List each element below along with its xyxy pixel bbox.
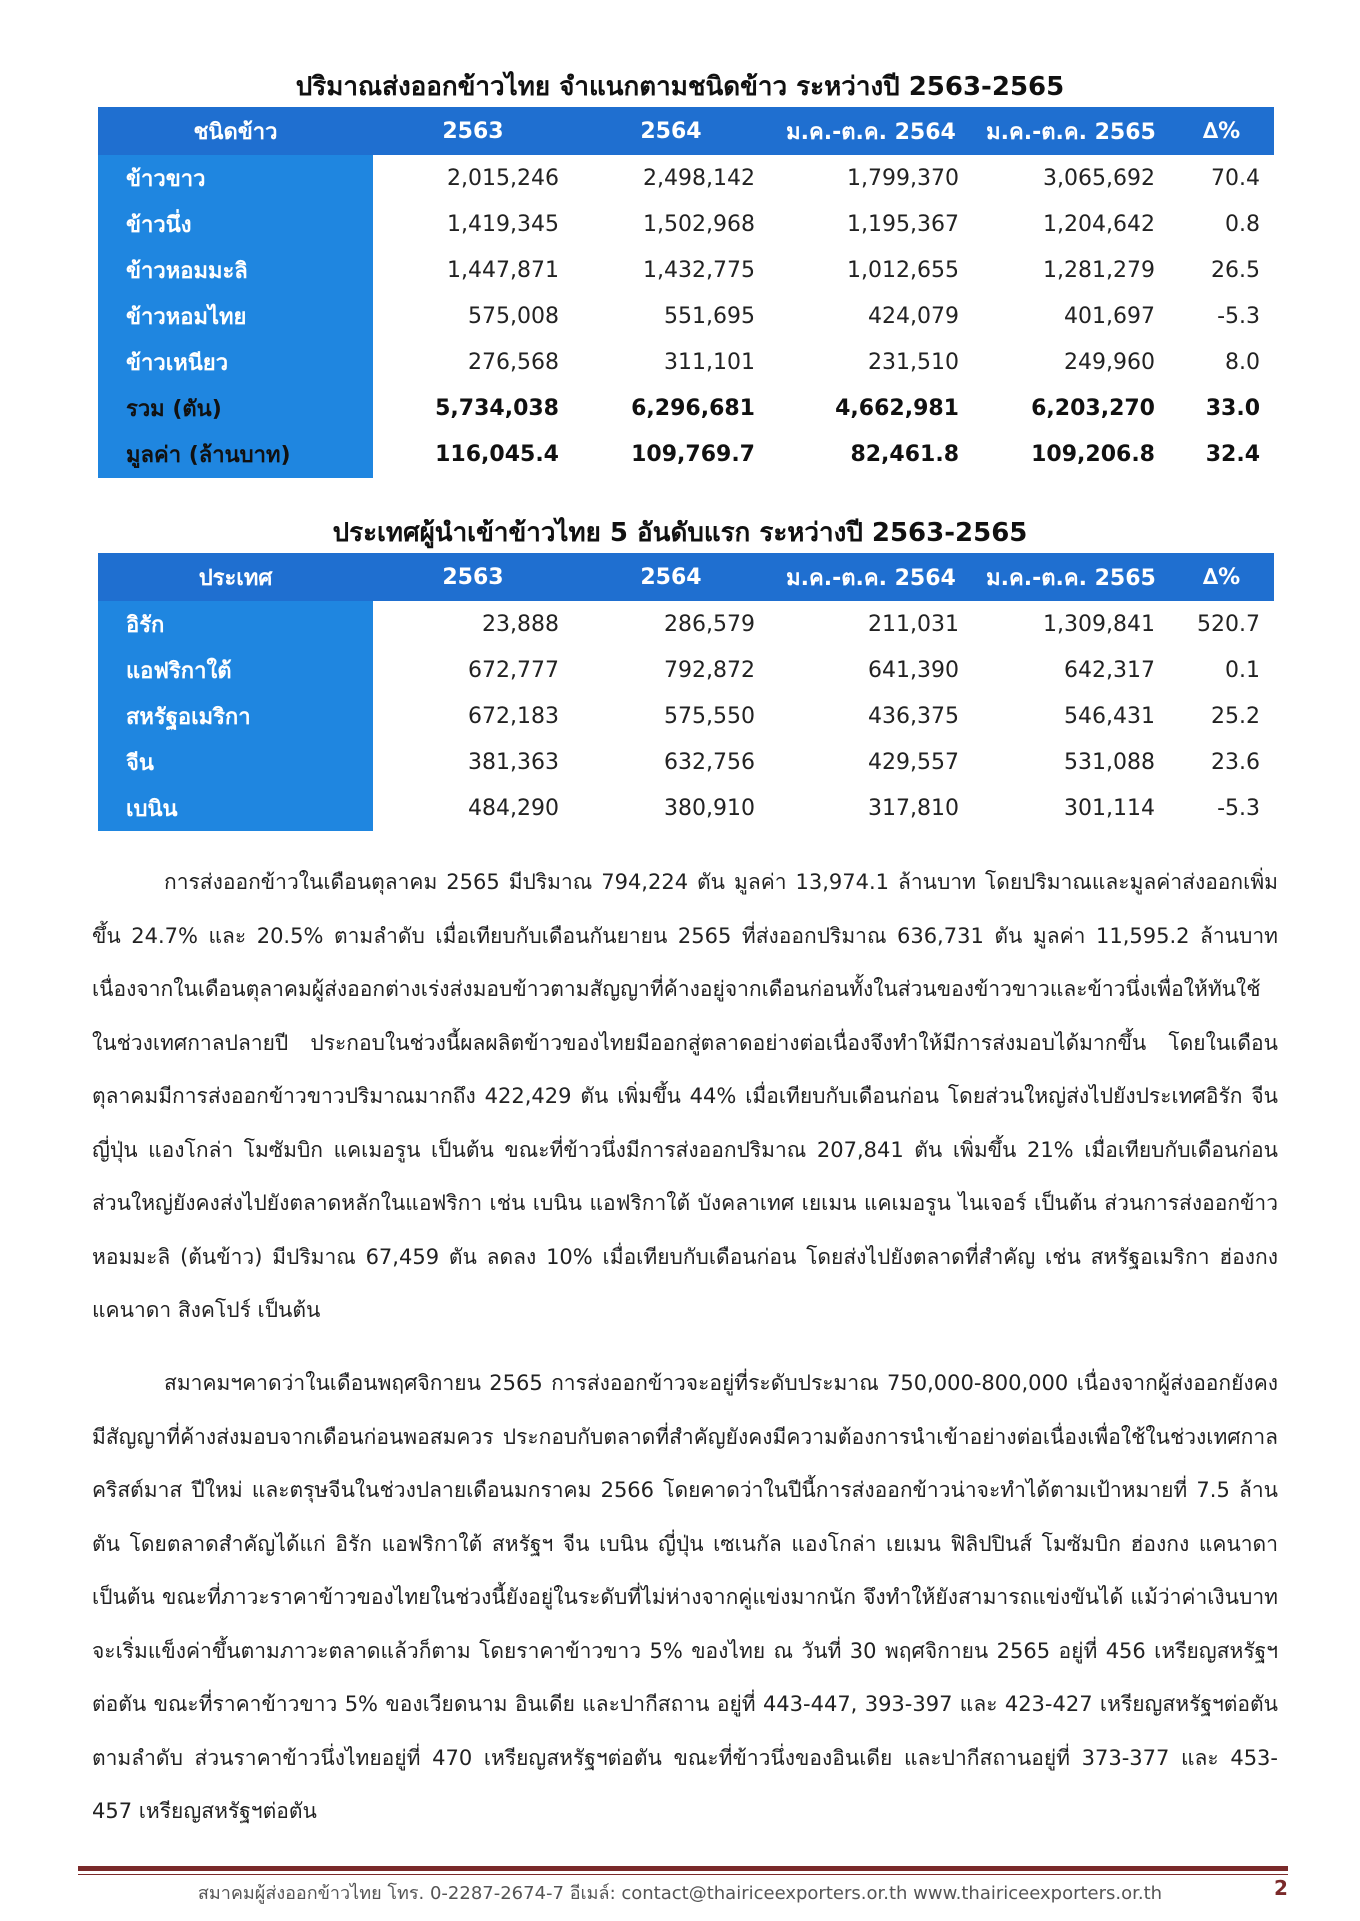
body-paragraph-october-exports: การส่งออกข้าวในเดือนตุลาคม 2565 มีปริมาณ 794,224 ตัน มูลค่า 13,974.1 ล้านบาท โดยปริมาณและมูลค่าส่งออกเพิ่มขึ้น 24.7% และ 20.5% ตามลำดับ เมื่อเทียบกับเดือนกันยายน 2565 ที่ส่งออกปริมาณ 636,731 ตัน มูลค่า 11,595.2 ล้านบาท เนื่องจากในเดือนตุลาคมผู้ส่งออกต่างเร่งส่งมอบข้าวตามสัญญาที่ค้างอยู่จากเดือนก่อนทั้งในส่วนของข้าวขาวและข้าวนึ่งเพื่อให้ทันใช้ในช่วงเทศกาลปลายปี ประกอบในช่วงนี้ผลผลิตข้าวของไทยมีออกสู่ตลาดอย่างต่อเนื่องจึงทำให้มีการส่งมอบได้มากขึ้น โดยในเดือนตุลาคมมีการส่งออกข้าวขาวปริมาณมากถึง 422,429 ตัน เพิ่มขึ้น 44% เมื่อเทียบกับเดือนก่อน โดยส่วนใหญ่ส่งไปยังประเทศอิรัก จีน ญี่ปุ่น แองโกล่า โมซัมบิก แคเมอรูน เป็นต้น ขณะที่ข้าวนึ่งมีการส่งออกปริมาณ 207,841 ตัน เพิ่มขึ้น 21% เมื่อเทียบกับเดือนก่อน ส่วนใหญ่ยังคงส่งไปยังตลาดหลักในแอฟริกา เช่น เบนิน แอฟริกาใต้ บังคลาเทศ เยเมน แคเมอรูน ไนเจอร์ เป็นต้น ส่วนการส่งออกข้าวหอมมะลิ (ต้นข้าว) มีปริมาณ 67,459 ตัน ลดลง 10% เมื่อเทียบกับเดือนก่อน โดยส่งไปยังตลาดที่สำคัญ เช่น สหรัฐอเมริกา ฮ่องกง แคนาดา สิงคโปร์ เป็นต้น bbox=[92, 870, 1278, 1322]
rice-type-export-table bbox=[98, 107, 1274, 478]
table1-title: ปริมาณส่งออกข้าวไทย จำแนกตามชนิดข้าว ระหว่างปี 2563-2565 bbox=[295, 72, 1065, 102]
table-cell: 424,079 bbox=[868, 303, 959, 329]
table-cell: 1,799,370 bbox=[847, 165, 959, 191]
table-cell: 33.0 bbox=[1205, 395, 1260, 421]
table-cell: 642,317 bbox=[1064, 657, 1155, 683]
table-row bbox=[98, 155, 1274, 201]
table-cell: 792,872 bbox=[664, 657, 755, 683]
row-label: มูลค่า (ล้านบาท) bbox=[98, 431, 373, 478]
body-paragraph-november-outlook: สมาคมฯคาดว่าในเดือนพฤศจิกายน 2565 การส่งออกข้าวจะอยู่ที่ระดับประมาณ 750,000-800,000 เนื่องจากผู้ส่งออกยังคงมีสัญญาที่ค้างส่งมอบจากเดือนก่อนพอสมควร ประกอบกับตลาดที่สำคัญยังคงมีความต้องการนำเข้าอย่างต่อเนื่องเพื่อใช้ในช่วงเทศกาลคริสต์มาส ปีใหม่ และตรุษจีนในช่วงปลายเดือนมกราคม 2566 โดยคาดว่าในปีนี้การส่งออกข้าวน่าจะทำได้ตามเป้าหมายที่ 7.5 ล้านตัน โดยตลาดสำคัญได้แก่ อิรัก แอฟริกาใต้ สหรัฐฯ จีน เบนิน ญี่ปุ่น เซเนกัล แองโกล่า เยเมน ฟิลิปปินส์ โมซัมบิก ฮ่องกง แคนาดา เป็นต้น ขณะที่ภาวะราคาข้าวของไทยในช่วงนี้ยังอยู่ในระดับที่ไม่ห่างจากคู่แข่งมากนัก จึงทำให้ยังสามารถแข่งขันได้ แม้ว่าค่าเงินบาทจะเริ่มแข็งค่าขึ้นตามภาวะตลาดแล้วก็ตาม โดยราคาข้าวขาว 5% ของไทย ณ วันที่ 30 พฤศจิกายน 2565 อยู่ที่ 456 เหรียญสหรัฐฯต่อตัน ขณะที่ราคาข้าวขาว 5% ของเวียดนาม อินเดีย และปากีสถาน อยู่ที่ 443-447, 393-397 และ 423-427 เหรียญสหรัฐฯต่อตัน ตามลำดับ ส่วนราคาข้าวนึ่งไทยอยู่ที่ 470 เหรียญสหรัฐฯต่อตัน ขณะที่ข้าวนึ่งของอินเดีย และปากีสถานอยู่ที่ 373-377 และ 453-457 เหรียญสหรัฐฯต่อตัน bbox=[92, 1371, 1278, 1823]
table-cell: 1,432,775 bbox=[643, 257, 755, 283]
table-header-row bbox=[98, 553, 1274, 601]
header-cell-country: ประเทศ bbox=[98, 553, 373, 601]
table-cell: 1,309,841 bbox=[1043, 611, 1155, 637]
table2-title: ประเทศผู้นำเข้าข้าวไทย 5 อันดับแรก ระหว่างปี 2563-2565 bbox=[332, 518, 1028, 548]
footer-divider bbox=[78, 1866, 1288, 1871]
table-cell: 116,045.4 bbox=[435, 442, 559, 467]
table-row bbox=[98, 201, 1274, 247]
header-cell-jan-oct-2564: ม.ค.-ต.ค. 2564 bbox=[769, 553, 973, 601]
table-cell: 25.2 bbox=[1211, 703, 1260, 729]
table-cell: 380,910 bbox=[664, 795, 755, 821]
table-cell: 26.5 bbox=[1211, 257, 1260, 283]
table-cell: 32.4 bbox=[1205, 442, 1260, 467]
value-row bbox=[98, 431, 1274, 478]
header-cell-delta: ∆% bbox=[1169, 107, 1274, 155]
table-cell: 1,502,968 bbox=[643, 211, 755, 237]
table-cell: 484,290 bbox=[468, 795, 559, 821]
table-row bbox=[98, 647, 1274, 693]
header-cell-type: ชนิดข้าว bbox=[98, 107, 373, 155]
table-cell: 1,012,655 bbox=[847, 257, 959, 283]
table-row bbox=[98, 601, 1274, 647]
row-label: เบนิน bbox=[98, 785, 373, 831]
table-cell: 249,960 bbox=[1064, 349, 1155, 375]
row-label: แอฟริกาใต้ bbox=[98, 647, 373, 693]
page-number: 2 bbox=[1274, 1876, 1288, 1900]
table-cell: 632,756 bbox=[664, 749, 755, 775]
table-cell: 70.4 bbox=[1211, 165, 1260, 191]
table-row bbox=[98, 339, 1274, 385]
table-cell: 531,088 bbox=[1064, 749, 1155, 775]
table-cell: 1,204,642 bbox=[1043, 211, 1155, 237]
table-cell: 1,419,345 bbox=[447, 211, 559, 237]
footer-divider-thin bbox=[78, 1874, 1288, 1875]
table-cell: 317,810 bbox=[868, 795, 959, 821]
table-row bbox=[98, 785, 1274, 831]
table-cell: 231,510 bbox=[868, 349, 959, 375]
row-label: ข้าวขาว bbox=[98, 155, 373, 201]
table-cell: 276,568 bbox=[468, 349, 559, 375]
table-cell: 301,114 bbox=[1064, 795, 1155, 821]
header-cell-2563: 2563 bbox=[373, 107, 573, 155]
table-cell: 575,550 bbox=[664, 703, 755, 729]
header-cell-delta: ∆% bbox=[1169, 553, 1274, 601]
header-cell-jan-oct-2564: ม.ค.-ต.ค. 2564 bbox=[769, 107, 973, 155]
row-label: จีน bbox=[98, 739, 373, 785]
table-cell: 109,206.8 bbox=[1031, 442, 1155, 467]
table-cell: 672,183 bbox=[468, 703, 559, 729]
row-label: ข้าวหอมไทย bbox=[98, 293, 373, 339]
total-row bbox=[98, 385, 1274, 431]
table-cell: 23.6 bbox=[1211, 749, 1260, 775]
table-row bbox=[98, 739, 1274, 785]
table-cell: 672,777 bbox=[468, 657, 559, 683]
table-cell: 575,008 bbox=[468, 303, 559, 329]
table-cell: 5,734,038 bbox=[435, 395, 559, 421]
table-row bbox=[98, 247, 1274, 293]
table-cell: 109,769.7 bbox=[631, 442, 755, 467]
table-cell: -5.3 bbox=[1217, 303, 1260, 329]
row-label: ข้าวหอมมะลิ bbox=[98, 247, 373, 293]
table-cell: 551,695 bbox=[664, 303, 755, 329]
header-cell-2563: 2563 bbox=[373, 553, 573, 601]
table-cell: 2,498,142 bbox=[643, 165, 755, 191]
top-importers-table bbox=[98, 553, 1274, 831]
table-cell: 1,447,871 bbox=[447, 257, 559, 283]
table-cell: 641,390 bbox=[868, 657, 959, 683]
table-cell: 286,579 bbox=[664, 611, 755, 637]
row-label: ข้าวนึ่ง bbox=[98, 201, 373, 247]
header-cell-jan-oct-2565: ม.ค.-ต.ค. 2565 bbox=[973, 553, 1169, 601]
table-cell: 0.8 bbox=[1225, 211, 1260, 237]
table-cell: 2,015,246 bbox=[447, 165, 559, 191]
table-cell: 520.7 bbox=[1197, 611, 1260, 637]
header-cell-jan-oct-2565: ม.ค.-ต.ค. 2565 bbox=[973, 107, 1169, 155]
table-cell: 311,101 bbox=[664, 349, 755, 375]
table-cell: -5.3 bbox=[1217, 795, 1260, 821]
table-cell: 436,375 bbox=[868, 703, 959, 729]
table-row bbox=[98, 693, 1274, 739]
table-cell: 1,281,279 bbox=[1043, 257, 1155, 283]
row-label: สหรัฐอเมริกา bbox=[98, 693, 373, 739]
table-cell: 401,697 bbox=[1064, 303, 1155, 329]
row-label: ข้าวเหนียว bbox=[98, 339, 373, 385]
table-cell: 82,461.8 bbox=[850, 442, 959, 467]
table-cell: 6,203,270 bbox=[1031, 395, 1155, 421]
row-label: รวม (ตัน) bbox=[98, 385, 373, 431]
table-cell: 1,195,367 bbox=[847, 211, 959, 237]
table-cell: 3,065,692 bbox=[1043, 165, 1155, 191]
header-cell-2564: 2564 bbox=[573, 107, 769, 155]
table-cell: 546,431 bbox=[1064, 703, 1155, 729]
table-cell: 8.0 bbox=[1225, 349, 1260, 375]
row-label: อิรัก bbox=[98, 601, 373, 647]
footer-contact: สมาคมผู้ส่งออกข้าวไทย โทร. 0-2287-2674-7 อีเมล์: contact@thairiceexporters.or.th www.thairiceexporters.or.th bbox=[197, 1883, 1163, 1904]
table-cell: 23,888 bbox=[482, 611, 559, 637]
table-cell: 0.1 bbox=[1225, 657, 1260, 683]
table-cell: 381,363 bbox=[468, 749, 559, 775]
table-cell: 211,031 bbox=[868, 611, 959, 637]
table-cell: 4,662,981 bbox=[835, 395, 959, 421]
header-cell-2564: 2564 bbox=[573, 553, 769, 601]
table-cell: 6,296,681 bbox=[631, 395, 755, 421]
table-header-row bbox=[98, 107, 1274, 155]
table-row bbox=[98, 293, 1274, 339]
table-cell: 429,557 bbox=[868, 749, 959, 775]
